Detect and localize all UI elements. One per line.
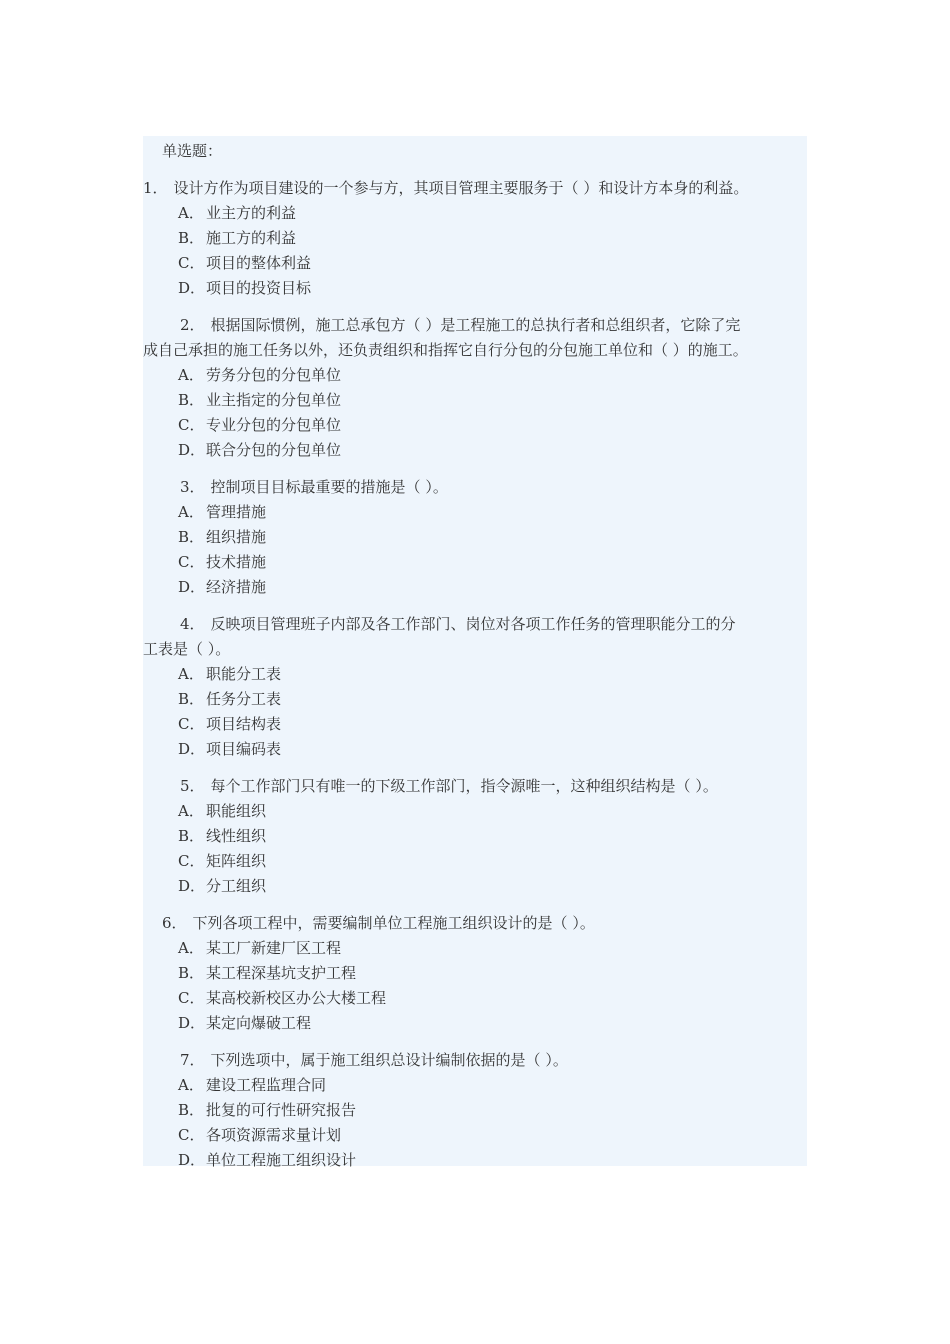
question-text: 下列各项工程中，需要编制单位工程施工组织设计的是（ ）。 [192,914,595,932]
option-letter: B． [178,391,205,409]
option-text: 专业分包的分包单位 [206,416,342,434]
option-letter: A． [178,802,204,820]
option-b [143,1098,833,1123]
option-text: 组织措施 [206,528,267,546]
option-text: 线性组织 [206,827,267,845]
option-d [143,575,833,600]
option-d [143,737,833,762]
question-number: 6． [162,914,187,932]
option-c [143,1123,833,1148]
option-letter: C． [178,852,205,870]
option-a [143,662,833,687]
option-text: 联合分包的分包单位 [206,441,342,459]
question-text: 下列选项中，属于施工组织总设计编制依据的是（ ）。 [210,1051,568,1069]
question-5 [143,774,833,899]
option-letter: B． [178,229,205,247]
option-letter: B． [178,528,205,546]
question-stem [143,475,833,500]
question-number: 3． [180,478,205,496]
option-text: 各项资源需求量计划 [206,1126,342,1144]
question-2 [143,313,833,463]
option-d [143,276,833,301]
option-letter: B． [178,827,205,845]
option-text: 劳务分包的分包单位 [206,366,342,384]
option-letter: B． [178,964,205,982]
option-letter: D． [178,1151,206,1169]
option-letter: D． [178,441,206,459]
option-text: 施工方的利益 [206,229,297,247]
option-text: 任务分工表 [206,690,282,708]
option-letter: A． [178,1076,204,1094]
question-6 [143,911,833,1036]
option-text: 分工组织 [206,877,267,895]
option-c [143,550,833,575]
option-text: 单位工程施工组织设计 [206,1151,357,1169]
option-letter: C． [178,553,205,571]
option-a [143,363,833,388]
option-c [143,413,833,438]
option-text: 某定向爆破工程 [206,1014,312,1032]
option-d [143,1011,833,1036]
option-text: 技术措施 [206,553,267,571]
document-content [143,136,833,1185]
option-text: 职能组织 [206,802,267,820]
option-a [143,1073,833,1098]
question-stem [143,1048,833,1073]
option-letter: D． [178,740,206,758]
option-letter: D． [178,279,206,297]
option-text: 管理措施 [206,503,267,521]
option-letter: D． [178,1014,206,1032]
option-text: 批复的可行性研究报告 [206,1101,357,1119]
option-d [143,1148,833,1173]
question-7 [143,1048,833,1173]
question-text: 根据国际惯例，施工总承包方（ ）是工程施工的总执行者和总组织者，它除了完 [210,316,741,334]
option-text: 项目的投资目标 [206,279,312,297]
question-number: 4． [180,615,205,633]
option-text: 经济措施 [206,578,267,596]
option-letter: D． [178,877,206,895]
option-text: 某工程深基坑支护工程 [206,964,357,982]
question-number: 5． [180,777,205,795]
question-text: 设计方作为项目建设的一个参与方，其项目管理主要服务于（ ）和设计方本身的利益。 [173,179,749,197]
option-text: 项目结构表 [206,715,282,733]
question-text-continued: 成自己承担的施工任务以外，还负责组织和指挥它自行分包的分包施工单位和（ ）的施工。 [143,341,748,359]
option-text: 某高校新校区办公大楼工程 [206,989,387,1007]
question-number: 1． [143,179,168,197]
option-letter: D． [178,578,206,596]
option-c [143,712,833,737]
option-c [143,849,833,874]
option-c [143,251,833,276]
question-3 [143,475,833,600]
option-a [143,500,833,525]
question-number: 7． [180,1051,205,1069]
option-a [143,936,833,961]
option-text: 业主指定的分包单位 [206,391,342,409]
option-d [143,874,833,899]
option-letter: B． [178,690,205,708]
option-letter: A． [178,939,204,957]
option-text: 项目编码表 [206,740,282,758]
question-4 [143,612,833,762]
question-text: 反映项目管理班子内部及各工作部门、岗位对各项工作任务的管理职能分工的分 [210,615,736,633]
question-stem [143,774,833,799]
option-a [143,799,833,824]
question-text: 控制项目目标最重要的措施是（ ）。 [210,478,448,496]
option-b [143,226,833,251]
question-stem [143,911,833,936]
option-b [143,687,833,712]
option-text: 业主方的利益 [206,204,297,222]
option-letter: C． [178,416,205,434]
question-stem [143,176,833,201]
option-b [143,824,833,849]
option-b [143,388,833,413]
question-number: 2． [180,316,205,334]
question-1 [143,176,833,301]
option-b [143,961,833,986]
option-letter: C． [178,715,205,733]
option-letter: B． [178,1101,205,1119]
option-a [143,201,833,226]
question-text-continued: 工表是（ ）。 [143,640,231,658]
option-letter: A． [178,503,204,521]
option-b [143,525,833,550]
option-letter: A． [178,204,204,222]
option-text: 项目的整体利益 [206,254,312,272]
option-letter: C． [178,989,205,1007]
option-letter: C． [178,254,205,272]
option-text: 建设工程监理合同 [206,1076,327,1094]
option-text: 职能分工表 [206,665,282,683]
question-text: 每个工作部门只有唯一的下级工作部门，指令源唯一，这种组织结构是（ ）。 [210,777,718,795]
option-text: 某工厂新建厂区工程 [206,939,342,957]
question-stem [143,313,833,363]
option-letter: A． [178,665,204,683]
option-letter: C． [178,1126,205,1144]
option-c [143,986,833,1011]
section-title: 单选题： [162,142,223,160]
option-text: 矩阵组织 [206,852,267,870]
option-d [143,438,833,463]
question-stem [143,612,833,662]
option-letter: A． [178,366,204,384]
